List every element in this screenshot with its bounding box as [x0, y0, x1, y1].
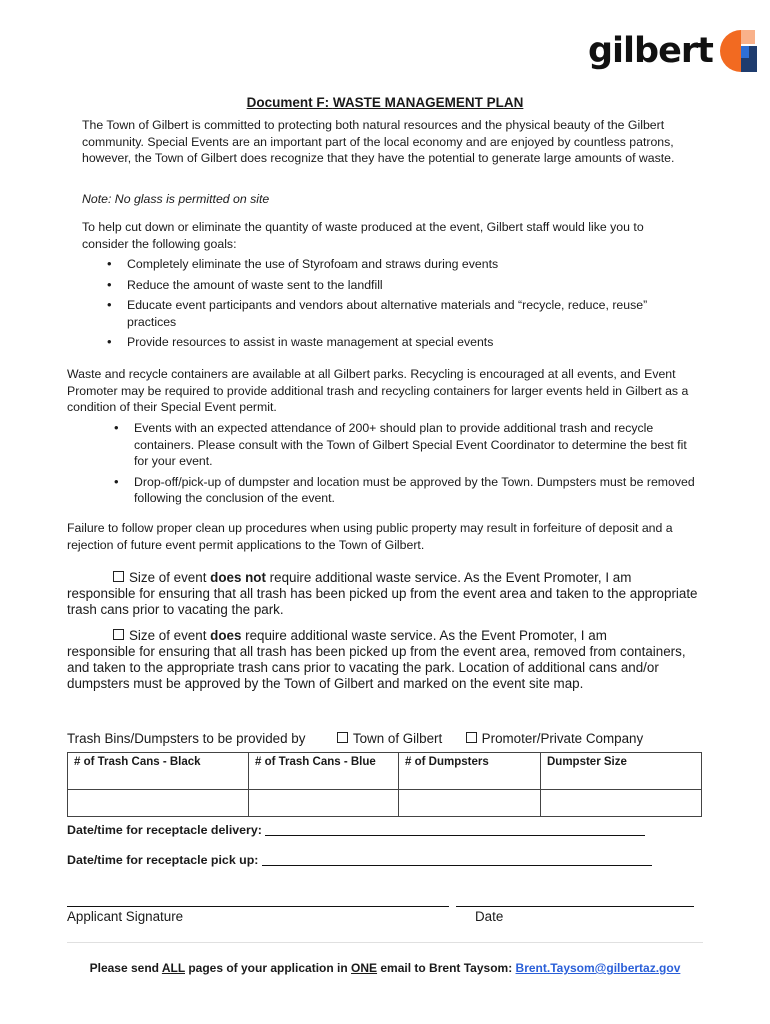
- choice-no-waste-service: Size of event does not require additional waste service. As the Event Promoter, I am responsible for ensuring that all trash has been picked up from the event area and taken to the appropriate trash cans prior to vacating the park.: [67, 570, 707, 618]
- bins-table: [67, 752, 702, 817]
- logo-text: gilbert: [588, 31, 713, 71]
- list-item: • Drop-off/pick-up of dumpster and location must be approved by the Town. Dumpsters must be removed following the conclusion of the event.: [114, 474, 699, 507]
- list-item: • Completely eliminate the use of Styrofoam and straws during events: [107, 256, 692, 273]
- failure-paragraph: Failure to follow proper clean up procedures when using public property may result in forfeiture of deposit and a rejection of future event permit applications to the Town of Gilbert.: [67, 521, 673, 552]
- delivery-row: [67, 823, 645, 837]
- document-title: [0, 95, 770, 110]
- header-dumpsters: # of Dumpsters: [399, 753, 541, 790]
- gilbert-logo: [588, 28, 759, 74]
- footer-divider: [67, 942, 703, 943]
- list-item: • Events with an expected attendance of 200+ should plan to provide additional trash and recycle containers. Please consult with the Town of Gilbert Special Event Coordinator to determine the best fit for your event.: [114, 420, 699, 470]
- note-text: Note: No glass is permitted on site: [82, 192, 270, 206]
- intro-paragraph: The Town of Gilbert is committed to protecting both natural resources and the physical beauty of the Gilbert community. Special Events are an important part of the local economy and are enjoyed by countless patrons, however, the Town of Gilbert does recognize that they have the potential to generate large amounts of waste.: [82, 118, 675, 165]
- list-item: • Reduce the amount of waste sent to the landfill: [107, 277, 692, 294]
- provider-row: [67, 731, 707, 747]
- town-of-gilbert-label: Town of Gilbert: [352, 731, 443, 746]
- choice-waste-service: Size of event does require additional waste service. As the Event Promoter, I am responsible for ensuring that all trash has been picked up from the event area, removed from containers, and taken to the appropriate trash cans prior to vacating the park. Location of additional cans and/or dumpsters must be approved by the Town of Gilbert and marked on the event site map.: [67, 628, 707, 692]
- signature-line[interactable]: [67, 906, 449, 907]
- list-item: • Provide resources to assist in waste management at special events: [107, 334, 692, 351]
- header-trash-cans-black: # of Trash Cans - Black: [68, 753, 249, 790]
- goals-intro: To help cut down or eliminate the quantity of waste produced at the event, Gilbert staff would like you to consider the following goals:: [82, 220, 644, 251]
- requirements-list: [114, 420, 699, 511]
- header-dumpster-size: Dumpster Size: [541, 753, 702, 790]
- no-waste-service-checkbox[interactable]: [113, 571, 124, 582]
- choice-no-waste-service-text: responsible for ensuring that all trash has been picked up from the event area and taken to the appropriate trash cans prior to vacating the park.: [67, 586, 698, 617]
- pickup-row: [67, 853, 652, 867]
- delivery-input[interactable]: [265, 835, 645, 836]
- dumpster-size-input[interactable]: [541, 790, 702, 817]
- trash-cans-blue-input[interactable]: [249, 790, 399, 817]
- pickup-label: Date/time for receptacle pick up:: [67, 853, 259, 867]
- provider-label: Trash Bins/Dumpsters to be provided by: [67, 731, 306, 746]
- signature-label: Applicant Signature: [67, 909, 184, 924]
- containers-paragraph: Waste and recycle containers are available at all Gilbert parks. Recycling is encouraged at all events, and Event Promoter may be required to provide additional trash and recycling containers for larger events held in Gilbert as a condition of their Special Event permit.: [67, 367, 689, 414]
- document-title-prefix: Document F:: [246, 95, 333, 110]
- gilbert-logo-mark-icon: [719, 28, 759, 74]
- header-trash-cans-blue: # of Trash Cans - Blue: [249, 753, 399, 790]
- footer-instructions: Please send ALL pages of your application in ONE email to Brent Taysom: Brent.Taysom@gilbertaz.gov: [89, 961, 681, 975]
- date-label: Date: [475, 909, 504, 924]
- email-link[interactable]: Brent.Taysom@gilbertaz.gov: [515, 961, 681, 975]
- waste-service-checkbox[interactable]: [113, 629, 124, 640]
- delivery-label: Date/time for receptacle delivery:: [67, 823, 262, 837]
- list-item: • Educate event participants and vendors about alternative materials and “recycle, reduce, reuse” practices: [107, 297, 692, 330]
- document-title-main: WASTE MANAGEMENT PLAN: [332, 95, 524, 110]
- pickup-input[interactable]: [262, 865, 652, 866]
- date-line[interactable]: [456, 906, 694, 907]
- dumpsters-input[interactable]: [399, 790, 541, 817]
- promoter-company-label: Promoter/Private Company: [481, 731, 644, 746]
- table-row: [68, 790, 702, 817]
- trash-cans-black-input[interactable]: [68, 790, 249, 817]
- choice-waste-service-text: responsible for ensuring that all trash has been picked up from the event area, removed from containers, and taken to the appropriate trash cans prior to vacating the park. Location of additional cans and/or dumpsters must be approved by the Town of Gilbert and marked on the event site map.: [67, 644, 686, 691]
- goals-list: [107, 256, 692, 355]
- promoter-company-checkbox[interactable]: [466, 732, 477, 743]
- town-of-gilbert-checkbox[interactable]: [337, 732, 348, 743]
- table-header-row: [68, 753, 702, 790]
